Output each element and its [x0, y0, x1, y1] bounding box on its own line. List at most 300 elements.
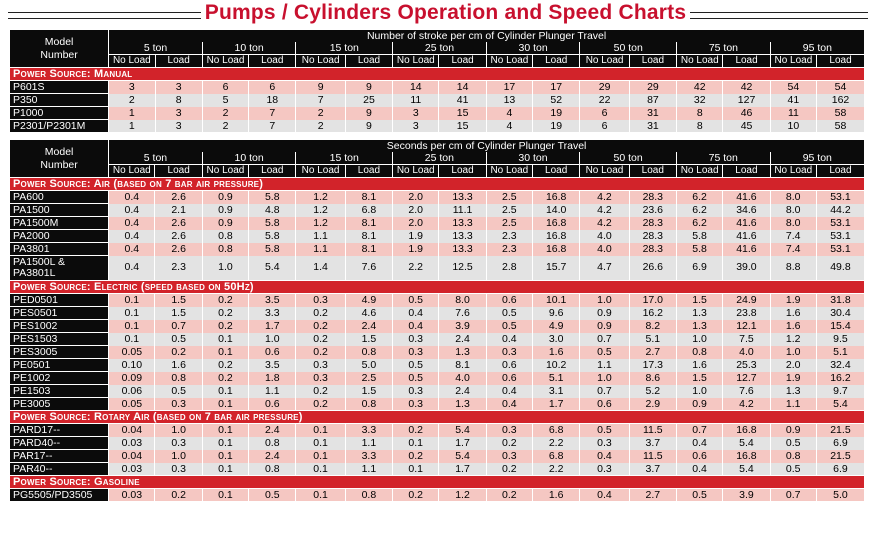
load-header: Load [155, 55, 202, 68]
value-cell: 0.4 [580, 450, 629, 463]
value-cell: 0.9 [580, 307, 629, 320]
model-number-cell: PES1503 [10, 333, 109, 346]
value-cell: 2.2 [533, 437, 580, 450]
value-cell: 1.1 [770, 398, 816, 411]
value-cell: 30.4 [816, 307, 864, 320]
no-load-header: No Load [770, 165, 816, 178]
value-cell: 49.8 [816, 256, 864, 281]
value-cell: 13.3 [439, 191, 486, 204]
value-cell: 1.0 [155, 424, 202, 437]
value-cell: 19 [533, 107, 580, 120]
value-cell: 0.1 [296, 450, 345, 463]
no-load-header: No Load [677, 55, 723, 68]
value-cell: 0.1 [202, 398, 248, 411]
value-cell: 2.0 [393, 217, 439, 230]
no-load-header: No Load [486, 55, 532, 68]
value-cell: 6 [249, 81, 296, 94]
value-cell: 2.6 [155, 191, 202, 204]
no-load-header: No Load [393, 165, 439, 178]
value-cell: 34.6 [723, 204, 770, 217]
value-cell: 15.4 [816, 320, 864, 333]
value-cell: 1.7 [439, 437, 486, 450]
value-cell: 2.2 [533, 463, 580, 476]
value-cell: 4.2 [580, 204, 629, 217]
value-cell: 7.6 [345, 256, 392, 281]
load-header: Load [533, 165, 580, 178]
value-cell: 0.5 [393, 359, 439, 372]
model-number-cell: P1000 [10, 107, 109, 120]
model-header-line: Model [44, 35, 74, 48]
ton-header: 10 ton [202, 42, 296, 55]
value-cell: 0.6 [249, 398, 296, 411]
value-cell: 3.3 [345, 424, 392, 437]
value-cell: 25.3 [723, 359, 770, 372]
value-cell: 16.8 [533, 191, 580, 204]
no-load-header: No Load [486, 165, 532, 178]
value-cell: 0.4 [109, 256, 155, 281]
table-row [10, 204, 864, 217]
value-cell: 0.8 [202, 230, 248, 243]
value-cell: 0.8 [249, 437, 296, 450]
value-cell: 0.3 [393, 385, 439, 398]
value-cell: 0.1 [202, 463, 248, 476]
value-cell: 1.6 [676, 359, 722, 372]
value-cell: 0.1 [109, 307, 155, 320]
model-number-cell: PED0501 [10, 294, 109, 307]
value-cell: 2.2 [393, 256, 439, 281]
value-cell: 1.7 [533, 398, 580, 411]
value-cell: 21.5 [816, 450, 864, 463]
value-cell: 1.8 [249, 372, 296, 385]
value-cell: 0.04 [109, 450, 155, 463]
value-cell: 8.1 [345, 191, 392, 204]
value-cell: 2.5 [486, 204, 532, 217]
value-cell: 25 [345, 94, 392, 107]
ton-header: 15 ton [296, 152, 393, 165]
model-header-line: Number [40, 158, 78, 171]
title-bar [0, 0, 876, 30]
value-cell: 3.9 [439, 320, 486, 333]
value-cell: 4.8 [249, 204, 296, 217]
value-cell: 4.9 [345, 294, 392, 307]
value-cell: 0.4 [109, 230, 155, 243]
value-cell: 0.9 [580, 320, 629, 333]
value-cell: 4.2 [580, 217, 629, 230]
value-cell: 0.5 [770, 463, 816, 476]
load-header: Load [155, 165, 202, 178]
value-cell: 1.0 [155, 450, 202, 463]
value-cell: 0.9 [770, 424, 816, 437]
value-cell: 4.0 [580, 230, 629, 243]
value-cell: 2.4 [249, 424, 296, 437]
value-cell: 21.5 [816, 424, 864, 437]
value-cell: 3 [155, 81, 202, 94]
value-cell: 2.8 [486, 256, 532, 281]
no-load-header: No Load [676, 165, 722, 178]
table-row [10, 385, 864, 398]
no-load-header: No Load [580, 165, 629, 178]
value-cell: 4.9 [533, 320, 580, 333]
model-number-cell: PA600 [10, 191, 109, 204]
value-cell: 2.0 [393, 191, 439, 204]
value-cell: 3 [109, 81, 155, 94]
value-cell: 8 [677, 107, 723, 120]
value-cell: 13 [486, 94, 532, 107]
value-cell: 0.2 [202, 294, 248, 307]
model-number-cell: PE0501 [10, 359, 109, 372]
value-cell: 7.4 [770, 243, 816, 256]
value-cell: 1.5 [676, 294, 722, 307]
value-cell: 7.5 [723, 333, 770, 346]
model-number-header [10, 30, 109, 68]
value-cell: 1.3 [676, 320, 722, 333]
value-cell: 3.5 [249, 294, 296, 307]
value-cell: 2.6 [155, 230, 202, 243]
value-cell: 0.5 [486, 320, 532, 333]
value-cell: 1.6 [533, 346, 580, 359]
model-number-cell: PARD17-- [10, 424, 109, 437]
value-cell: 0.2 [202, 307, 248, 320]
value-cell: 0.6 [486, 294, 532, 307]
value-cell: 41.6 [723, 230, 770, 243]
model-number-header [10, 140, 109, 178]
value-cell: 6 [202, 81, 248, 94]
model-number-cell: PE1503 [10, 385, 109, 398]
ton-header: 50 ton [580, 152, 677, 165]
value-cell: 0.10 [109, 359, 155, 372]
value-cell: 4.7 [580, 256, 629, 281]
value-cell: 41.6 [723, 243, 770, 256]
value-cell: 5.4 [723, 463, 770, 476]
ton-header: 50 ton [580, 42, 677, 55]
value-cell: 3.5 [249, 359, 296, 372]
value-cell: 26.6 [629, 256, 676, 281]
value-cell: 0.1 [202, 437, 248, 450]
value-cell: 2.3 [486, 243, 532, 256]
value-cell: 1.4 [296, 256, 345, 281]
value-cell: 0.4 [676, 463, 722, 476]
value-cell: 0.4 [393, 307, 439, 320]
value-cell: 0.3 [580, 437, 629, 450]
model-header-line: Model [44, 145, 74, 158]
value-cell: 7.4 [770, 230, 816, 243]
value-cell: 0.3 [155, 463, 202, 476]
value-cell: 1.5 [345, 385, 392, 398]
value-cell: 0.1 [202, 385, 248, 398]
value-cell: 11.5 [629, 450, 676, 463]
value-cell: 3 [155, 107, 202, 120]
no-load-header: No Load [580, 55, 629, 68]
value-cell: 0.5 [486, 307, 532, 320]
value-cell: 0.8 [770, 450, 816, 463]
value-cell: 11.1 [439, 204, 486, 217]
ton-header: 5 ton [109, 152, 203, 165]
value-cell: 0.3 [486, 424, 532, 437]
value-cell: 23.6 [629, 204, 676, 217]
title-rule-left [8, 12, 201, 19]
value-cell: 3 [393, 120, 439, 133]
value-cell: 58 [817, 107, 864, 120]
value-cell: 1.6 [155, 359, 202, 372]
table-row [10, 333, 864, 346]
power-source-label: Power Source: Electric (speed based on 50Hz) [10, 281, 864, 294]
table-heading: Seconds per cm of Cylinder Plunger Travel [109, 140, 864, 152]
value-cell: 1.2 [439, 489, 486, 502]
value-cell: 0.5 [155, 333, 202, 346]
value-cell: 0.1 [202, 424, 248, 437]
value-cell: 1.6 [770, 320, 816, 333]
value-cell: 39.0 [723, 256, 770, 281]
value-cell: 9.5 [816, 333, 864, 346]
value-cell: 3.9 [723, 489, 770, 502]
value-cell: 0.8 [345, 346, 392, 359]
value-cell: 10.1 [533, 294, 580, 307]
value-cell: 0.05 [109, 398, 155, 411]
table-row [10, 243, 864, 256]
value-cell: 0.5 [393, 372, 439, 385]
value-cell: 1.9 [770, 294, 816, 307]
value-cell: 8 [155, 94, 202, 107]
value-cell: 15 [439, 120, 486, 133]
value-cell: 2 [202, 107, 248, 120]
table-row [10, 463, 864, 476]
load-header: Load [629, 165, 676, 178]
value-cell: 17.3 [629, 359, 676, 372]
value-cell: 0.5 [770, 437, 816, 450]
value-cell: 8.2 [629, 320, 676, 333]
value-cell: 42 [677, 81, 723, 94]
value-cell: 3 [393, 107, 439, 120]
model-number-cell: PE3005 [10, 398, 109, 411]
title-rule-right [690, 12, 868, 19]
load-header: Load [816, 165, 864, 178]
value-cell: 2.5 [486, 191, 532, 204]
value-cell: 0.8 [345, 489, 392, 502]
value-cell: 0.5 [580, 346, 629, 359]
value-cell: 8.0 [770, 217, 816, 230]
value-cell: 2.7 [629, 489, 676, 502]
load-header: Load [249, 165, 296, 178]
value-cell: 0.9 [202, 191, 248, 204]
value-cell: 53.1 [816, 243, 864, 256]
value-cell: 0.2 [296, 320, 345, 333]
value-cell: 2.0 [393, 204, 439, 217]
no-load-header: No Load [202, 165, 248, 178]
value-cell: 0.9 [676, 398, 722, 411]
value-cell: 22 [580, 94, 629, 107]
value-cell: 2.7 [629, 346, 676, 359]
value-cell: 13.3 [439, 243, 486, 256]
value-cell: 0.2 [393, 450, 439, 463]
model-number-cell: PES1002 [10, 320, 109, 333]
value-cell: 16.8 [533, 243, 580, 256]
value-cell: 6 [580, 120, 629, 133]
load-header: Load [629, 55, 676, 68]
value-cell: 0.2 [486, 489, 532, 502]
value-cell: 0.6 [486, 359, 532, 372]
value-cell: 0.3 [486, 450, 532, 463]
model-number-cell: PA1500L & PA3801L [10, 256, 109, 281]
value-cell: 6.8 [533, 450, 580, 463]
value-cell: 8.1 [345, 230, 392, 243]
value-cell: 0.1 [109, 320, 155, 333]
value-cell: 2 [296, 120, 345, 133]
value-cell: 16.8 [723, 424, 770, 437]
value-cell: 28.3 [629, 230, 676, 243]
ton-header: 5 ton [109, 42, 203, 55]
value-cell: 13.3 [439, 217, 486, 230]
value-cell: 32.4 [816, 359, 864, 372]
value-cell: 1 [109, 120, 155, 133]
ton-header: 25 ton [393, 42, 487, 55]
value-cell: 5.1 [629, 333, 676, 346]
value-cell: 2 [296, 107, 345, 120]
value-cell: 0.7 [770, 489, 816, 502]
table-heading: Number of stroke per cm of Cylinder Plunger Travel [109, 30, 864, 42]
value-cell: 11.5 [629, 424, 676, 437]
load-header: Load [533, 55, 580, 68]
value-cell: 5.8 [249, 243, 296, 256]
value-cell: 1.3 [676, 307, 722, 320]
table-row [10, 230, 864, 243]
value-cell: 1.0 [580, 372, 629, 385]
value-cell: 0.2 [296, 398, 345, 411]
value-cell: 1.5 [676, 372, 722, 385]
value-cell: 28.3 [629, 243, 676, 256]
model-number-cell: PA2000 [10, 230, 109, 243]
value-cell: 1.1 [345, 463, 392, 476]
no-load-header: No Load [296, 55, 345, 68]
value-cell: 0.05 [109, 346, 155, 359]
value-cell: 0.6 [676, 450, 722, 463]
value-cell: 0.2 [393, 424, 439, 437]
value-cell: 0.4 [109, 217, 155, 230]
value-cell: 8.0 [439, 294, 486, 307]
value-cell: 46 [723, 107, 770, 120]
model-number-cell: PE1002 [10, 372, 109, 385]
table-row [10, 398, 864, 411]
value-cell: 5.8 [676, 243, 722, 256]
value-cell: 5.8 [249, 217, 296, 230]
value-cell: 12.5 [439, 256, 486, 281]
value-cell: 17 [486, 81, 532, 94]
value-cell: 0.4 [580, 489, 629, 502]
value-cell: 0.4 [486, 385, 532, 398]
value-cell: 0.3 [393, 398, 439, 411]
value-cell: 28.3 [629, 191, 676, 204]
value-cell: 1.5 [155, 307, 202, 320]
value-cell: 9 [345, 120, 392, 133]
value-cell: 0.2 [296, 333, 345, 346]
value-cell: 8.1 [345, 217, 392, 230]
table-row [10, 320, 864, 333]
value-cell: 5.4 [439, 424, 486, 437]
value-cell: 0.8 [345, 398, 392, 411]
value-cell: 0.2 [202, 359, 248, 372]
value-cell: 1.1 [296, 230, 345, 243]
no-load-header: No Load [202, 55, 248, 68]
value-cell: 15.7 [533, 256, 580, 281]
table-row [10, 294, 864, 307]
value-cell: 8.8 [770, 256, 816, 281]
value-cell: 12.7 [723, 372, 770, 385]
value-cell: 2.0 [770, 359, 816, 372]
value-cell: 16.8 [533, 230, 580, 243]
value-cell: 2.3 [155, 256, 202, 281]
value-cell: 7.6 [723, 385, 770, 398]
value-cell: 8.0 [770, 204, 816, 217]
value-cell: 54 [770, 81, 816, 94]
value-cell: 1.0 [202, 256, 248, 281]
value-cell: 0.04 [109, 424, 155, 437]
value-cell: 6.2 [676, 204, 722, 217]
value-cell: 0.8 [155, 372, 202, 385]
value-cell: 0.2 [486, 437, 532, 450]
value-cell: 0.1 [296, 489, 345, 502]
value-cell: 2.4 [439, 385, 486, 398]
value-cell: 0.3 [486, 346, 532, 359]
no-load-header: No Load [770, 55, 816, 68]
value-cell: 0.4 [676, 437, 722, 450]
value-cell: 15 [439, 107, 486, 120]
value-cell: 0.03 [109, 463, 155, 476]
value-cell: 16.2 [629, 307, 676, 320]
value-cell: 0.2 [296, 307, 345, 320]
value-cell: 7 [249, 107, 296, 120]
value-cell: 28.3 [629, 217, 676, 230]
table-row [10, 359, 864, 372]
ton-header: 75 ton [676, 152, 770, 165]
value-cell: 16.8 [723, 450, 770, 463]
value-cell: 5.2 [629, 385, 676, 398]
model-number-cell: PA3801 [10, 243, 109, 256]
value-cell: 87 [629, 94, 676, 107]
value-cell: 6.2 [676, 191, 722, 204]
value-cell: 0.3 [155, 437, 202, 450]
value-cell: 17 [533, 81, 580, 94]
value-cell: 3.7 [629, 463, 676, 476]
table-row [10, 437, 864, 450]
ton-header: 95 ton [770, 42, 864, 55]
table-row [10, 191, 864, 204]
model-number-cell: P601S [10, 81, 109, 94]
value-cell: 1.1 [580, 359, 629, 372]
table-row [10, 372, 864, 385]
value-cell: 2.4 [345, 320, 392, 333]
value-cell: 0.5 [155, 385, 202, 398]
value-cell: 0.2 [155, 346, 202, 359]
value-cell: 10 [770, 120, 816, 133]
value-cell: 9 [296, 81, 345, 94]
value-cell: 0.9 [202, 204, 248, 217]
value-cell: 0.1 [109, 294, 155, 307]
value-cell: 2.6 [155, 217, 202, 230]
value-cell: 5.4 [723, 437, 770, 450]
value-cell: 2.3 [486, 230, 532, 243]
value-cell: 7 [296, 94, 345, 107]
load-header: Load [817, 55, 864, 68]
table-row [10, 217, 864, 230]
value-cell: 18 [249, 94, 296, 107]
model-number-cell: PES3005 [10, 346, 109, 359]
value-cell: 24.9 [723, 294, 770, 307]
value-cell: 5.8 [249, 191, 296, 204]
value-cell: 16.8 [533, 217, 580, 230]
value-cell: 9 [345, 81, 392, 94]
value-cell: 45 [723, 120, 770, 133]
value-cell: 3.0 [533, 333, 580, 346]
value-cell: 2.1 [155, 204, 202, 217]
